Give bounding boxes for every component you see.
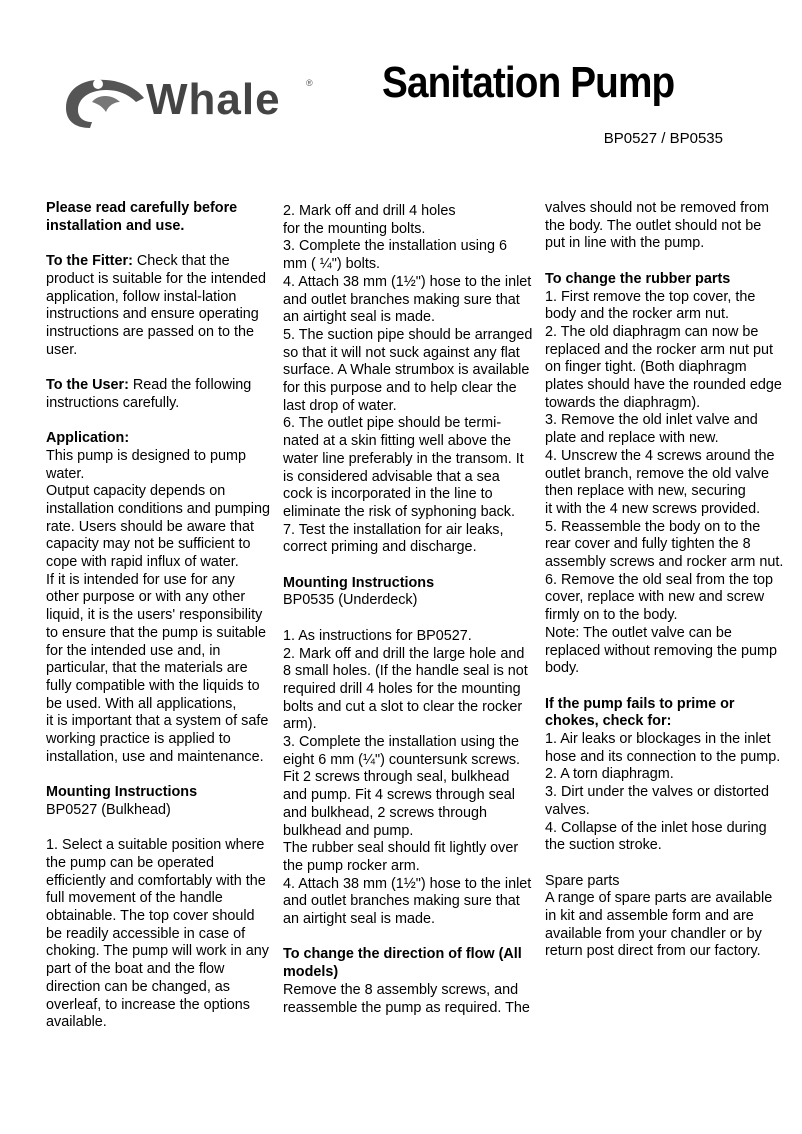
application-text: Output capacity depends on installation conditions and pumping rate. Users should be aware that capacity may not be sufficient to cope with rapid influx of water. [46,483,271,571]
check-item: 2. A torn diaphragm. [545,766,674,783]
mounting-heading: Mounting Instructions [46,784,198,801]
rubber-parts-heading: To change the rubber parts [545,270,731,287]
application-heading: Application: [46,430,130,447]
instruction-step: 6. The outlet pipe should be termi-nated at a skin fitting well above the water line preferably in the transom. It is considered advisable that a sea cock is incorporated in the line to eliminate the risk of syphoning back. [283,415,524,520]
column-3 [545,200,785,961]
flow-text: Remove the 8 assembly screws, and reassemble the pump as required. The [283,981,530,1016]
instruction-step: 3. Remove the old inlet valve and plate and replace with new. [545,412,758,447]
application-text: This pump is designed to pump water. [46,447,246,482]
flow-heading: To change the direction of flow (All models) [283,946,522,981]
application-text: it is important that a system of safe working practice is applied to installation, use and maintenance. [46,713,269,765]
instruction-step: 7. Test the installation for air leaks, correct priming and discharge. [283,521,504,556]
check-item: 4. Collapse of the inlet hose during the suction stroke. [545,819,767,854]
column-1 [46,200,270,1032]
application-text: If it is intended for use for any other purpose or with any other liquid, it is the users' responsibility to ensure that the pump is suitable for the intended use and, in particular, that the materials are fully compatible with the liquids to be used. With all applications, [46,571,266,712]
model-numbers: BP0527 / BP0535 [603,130,723,147]
instruction-step: The rubber seal should fit lightly over the pump rocker arm. [283,840,519,874]
instruction-step: 2. The old diaphragm can now be replaced and the rocker arm nut put on finger tight. (Both diaphragm plates should have the rounded edge towards the diaphragm). [545,323,782,411]
instruction-step: 3. Complete the installation using 6 mm ( ¼") bolts. [283,238,507,273]
check-item: 1. Air leaks or blockages in the inlet hose and its connection to the pump. [545,731,781,765]
instruction-step: 3. Complete the installation using the eight 6 mm (¼") countersunk screws. Fit 2 screws through seal, bulkhead and pump. Fit 4 screws through seal and bulkhead, 2 screws through bulkhead and pump. [283,734,521,839]
instruction-step: 2. Mark off and drill 4 holes [283,203,456,219]
brand-name: Whale [146,75,281,124]
instruction-step: 5. Reassemble the body on to the rear cover and fully tighten the 8 assembly screws and rocker arm nut. [545,518,784,571]
whale-tail-icon [62,72,148,128]
instruction-step: 1. As instructions for BP0527. [283,627,472,644]
priming-heading: If the pump fails to prime or chokes, check for: [545,695,735,730]
check-item: 3. Dirt under the valves or distorted valves. [545,784,769,818]
user-paragraph: To the User: Read the following instructions carefully. [46,377,252,411]
instruction-step: 2. Mark off and drill the large hole and 8 small holes. (If the handle seal is not required drill 4 holes for the mounting bolts and cut a slot to clear the rocker arm). [283,645,528,733]
instruction-step: 4. Attach 38 mm (1½") hose to the inlet and outlet branches making sure that an airtight seal is made. [283,875,532,928]
mounting-model: BP0527 (Bulkhead) [46,801,171,818]
whale-logo [62,72,324,128]
instruction-step: 4. Unscrew the 4 screws around the outlet branch, remove the old valve then replace with new, securing [545,447,775,500]
note-text: Note: The outlet valve can be replaced without removing the pump body. [545,624,777,677]
instruction-step: 6. Remove the old seal from the top cover, replace with new and screw firmly on to the body. [545,571,773,624]
spare-parts-text: A range of spare parts are available in kit and assemble form and are available from your chandler or by return post direct from our factory. [545,890,773,960]
instruction-step: 1. Select a suitable position where the pump can be operated efficiently and comfortably with the full movement of the handle obtainable. The top cover should be readily accessible in case of choking. The pump will work in any part of the boat and the flow direction can be changed, as overleaf, to increase the options available. [46,837,269,1031]
instruction-step: 4. Attach 38 mm (1½") hose to the inlet and outlet branches making sure that an airtight seal is made. [283,273,532,326]
intro-heading: Please read carefully before installation and use. [46,200,238,234]
registered-mark: ® [306,78,313,88]
instruction-step: 5. The suction pipe should be arranged so that it will not suck against any flat surface. A Whale strumbox is available for this purpose and to help clear the last drop of water. [283,326,533,414]
spare-parts-heading: Spare parts [545,872,620,889]
instruction-step: it with the 4 new screws provided. [545,500,761,517]
fitter-paragraph: To the Fitter: Check that the product is suitable for the intended application, follow instal-lation instructions and ensure operating instructions are passed on to the user. [46,253,266,358]
instruction-step: for the mounting bolts. [283,220,426,237]
column-2 [283,203,533,1017]
mounting-heading: Mounting Instructions [283,574,435,591]
instruction-step: 1. First remove the top cover, the body and the rocker arm nut. [545,288,756,323]
page-title: Sanitation Pump [382,58,675,107]
continued-text: valves should not be removed from the body. The outlet should not be put in line with the pump. [545,200,769,252]
mounting-model: BP0535 (Underdeck) [283,592,418,609]
